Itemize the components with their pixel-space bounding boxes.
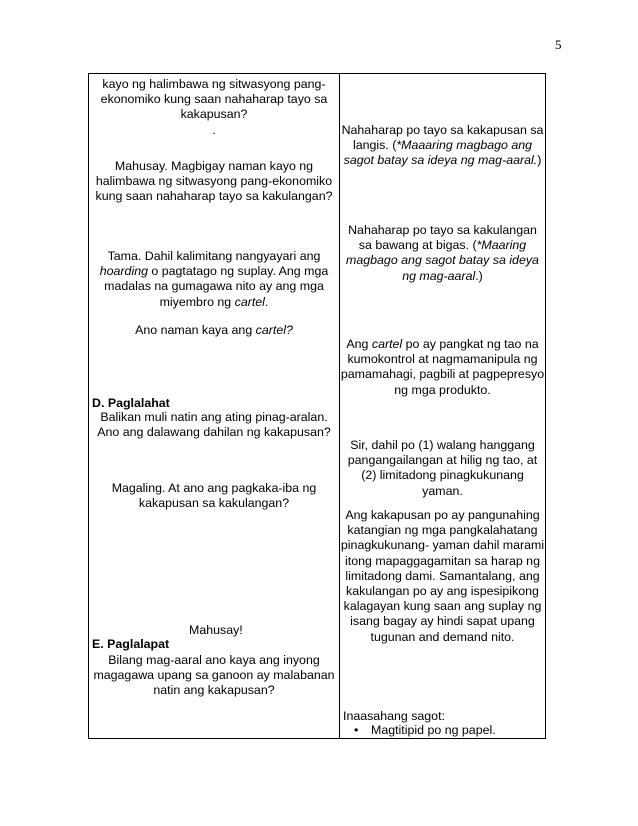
expected-answer-text: Magtitipid po ng papel. <box>371 723 496 737</box>
student-text: .) <box>475 268 483 283</box>
teacher-statement-hoarding <box>89 249 339 310</box>
student-answer-pagkakaiba: Ang kakapusan po ay pangunahing katangian ng mga pangkalahatang pinagkukunang- yaman dahil marami itong mapaggagamitan sa harap ng limitadong dami. Samantalang, ang kakulangan po ay ang ispesipikong kalagayan kung saan ang suplay ng isang bagay ay hindi sapat upang tugunan and demand nito. <box>340 508 545 644</box>
student-answer-langis <box>340 123 545 169</box>
cartel-term: cartel <box>371 337 403 351</box>
teacher-question-pagkakaiba: Magaling. At ano ang pagkaka-iba ng kakapusan sa kakulangan? <box>111 481 317 511</box>
teacher-question-kakapusan <box>89 77 339 138</box>
lesson-table <box>88 73 546 739</box>
cartel-term: cartel <box>234 294 265 309</box>
student-text: Nahaharap po tayo sa kakulangan sa bawang at bigas. ( <box>348 223 537 253</box>
cartel-term: cartel? <box>255 323 293 337</box>
teacher-question-kakulangan: Mahusay. Magbigay naman kayo ng halimbawa ng sitwasyong pang-ekonomiko kung saan nahaharap tayo sa kakulangan? <box>95 159 333 204</box>
bullet-icon: • <box>354 723 359 737</box>
heading-paglalahat: D. Paglalahat <box>92 396 170 410</box>
student-text: Ang <box>346 337 372 351</box>
teacher-text: Ano naman kaya ang <box>135 323 256 337</box>
teacher-question-cartel <box>89 323 339 338</box>
expected-answer-label: Inaasahang sagot: <box>343 709 445 723</box>
student-answer-cartel <box>340 337 545 398</box>
teacher-text: . <box>264 294 269 309</box>
teacher-question-dahilan: Balikan muli natin ang ating pinag-aralan. Ano ang dalawang dahilan ng kakapusan? <box>97 410 331 440</box>
student-text: po ay pangkat ng tao na kumokontrol at nagmamanipula ng pamamahagi, pagbili at pagpepresyo ng mga produkto. <box>340 337 545 397</box>
answer-note: *Maaring magbago ang sagot batay sa ideya ng mag-aaral <box>346 238 539 283</box>
teacher-text: . <box>212 122 216 137</box>
answer-note: *Maaaring magbago ang sagot batay sa ideya ng mag-aaral. <box>343 138 538 168</box>
teacher-text: Tama. Dahil kalimitang nangyayari ang <box>107 249 321 263</box>
student-text: ) <box>537 153 542 168</box>
heading-paglalapat: E. Paglalapat <box>92 637 170 651</box>
teacher-question-paglalapat: Bilang mag-aaral ano kaya ang inyong magagawa upang sa ganoon ay malabanan natin ang kakapusan? <box>93 653 335 698</box>
student-text: Nahaharap po tayo sa kakapusan sa langis. ( <box>341 123 544 153</box>
teacher-text: o pagtatago ng suplay. Ang mga madalas na gumagawa nito ay ang mga miyembro ng <box>104 264 329 309</box>
teacher-text: kayo ng halimbawa ng sitwasyong pang-ekonomiko kung saan nahaharap tayo sa kakapusan? <box>100 77 328 122</box>
student-answer-dahilan: Sir, dahil po (1) walang hanggang pangangailangan at hilig ng tao, at (2) limitadong pinagkukunang yaman. <box>347 438 538 498</box>
page-number: 5 <box>555 37 562 52</box>
teacher-praise: Mahusay! <box>189 623 243 637</box>
hoarding-term: hoarding <box>99 264 148 279</box>
student-answer-bawang <box>340 223 545 284</box>
expected-answer-item <box>340 723 559 738</box>
